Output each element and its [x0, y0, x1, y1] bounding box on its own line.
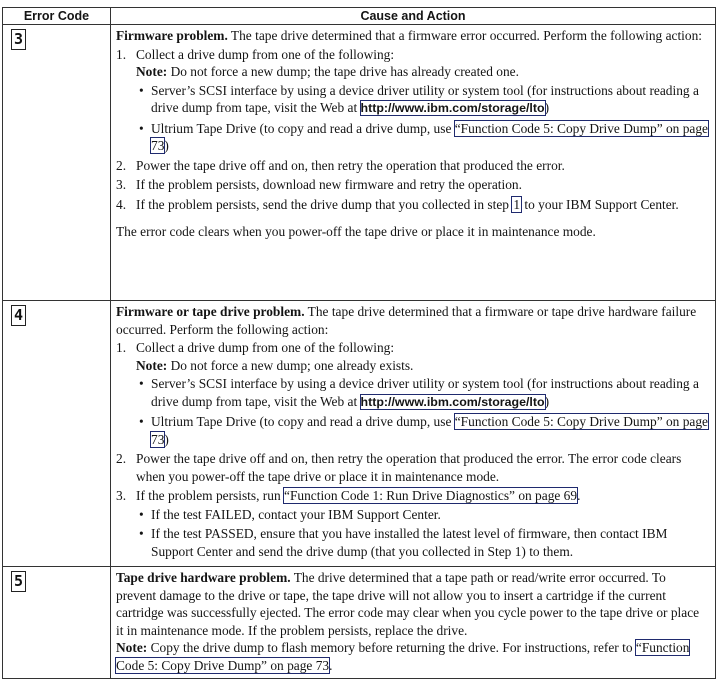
step-number: 1.	[116, 340, 127, 355]
step-number: 2.	[116, 451, 127, 466]
step-text: Collect a drive dump from one of the following:	[136, 340, 395, 355]
table-row	[3, 25, 716, 301]
column-header-error-code: Error Code	[3, 8, 111, 25]
list-item	[136, 375, 709, 411]
problem-description	[116, 569, 709, 639]
step-number: 3.	[116, 488, 127, 503]
column-header-cause-action: Cause and Action	[111, 8, 716, 25]
cause-action-cell	[111, 567, 716, 679]
step-number: 3.	[116, 177, 127, 192]
step-text: If the problem persists, send the drive dump that you collected in step	[136, 196, 513, 212]
bullet-tail: )	[544, 100, 550, 115]
seven-segment-code-icon: 5	[11, 571, 26, 592]
note-label: Note:	[136, 357, 168, 373]
step-item	[116, 339, 709, 448]
error-code-cell	[3, 567, 111, 679]
step-text: If the problem persists, download new firmware and retry the operation.	[136, 177, 522, 192]
seven-segment-code-icon: 3	[11, 29, 26, 50]
step-text: Power the tape drive off and on, then retry the operation that produced the error. The error code clears when you power-off the tape drive or place it in maintenance mode.	[136, 451, 682, 484]
step-item	[116, 46, 709, 155]
table-header-row	[3, 8, 716, 25]
step-note	[136, 357, 709, 375]
step-item	[116, 450, 709, 485]
step-1-link[interactable]: 1	[513, 196, 521, 212]
problem-text: The tape drive determined that a firmware error occurred. Perform the following action:	[227, 28, 703, 43]
list-item	[136, 413, 709, 448]
list-item: • If the test FAILED, contact your IBM Support Center.	[136, 506, 709, 524]
step-number: 4.	[116, 196, 127, 212]
step-item	[116, 176, 709, 194]
row-note	[116, 639, 709, 674]
note-text: Do not force a new dump; one already exists.	[167, 357, 414, 373]
error-code-cell	[3, 25, 111, 301]
function-code-5-link[interactable]: “Function Code 5: Copy Drive Dump” on page 73	[116, 640, 690, 673]
problem-title: Firmware problem.	[116, 28, 228, 43]
step-text: If the problem persists, run	[136, 488, 285, 503]
problem-description	[116, 27, 709, 45]
list-item: • If the test PASSED, ensure that you have installed the latest level of firmware, then contact IBM Support Center and send the drive dump (that you collected in Step 1) to them.	[136, 525, 709, 560]
step-note	[136, 63, 709, 81]
ibm-lto-web-link[interactable]: http://www.ibm.com/storage/lto	[360, 394, 545, 409]
step-text-tail: to your IBM Support Center.	[521, 196, 679, 212]
list-item	[136, 120, 709, 155]
step-text: Power the tape drive off and on, then retry the operation that produced the error.	[136, 157, 565, 173]
note-text: Do not force a new dump; the tape drive has already created one.	[167, 64, 519, 79]
step-item	[116, 157, 709, 175]
step-text: Collect a drive dump from one of the following:	[136, 46, 395, 62]
bullet-text: Server’s SCSI interface by using a device driver utility or system tool (for instructions about reading a drive dump from tape, visit the Web at	[151, 376, 699, 409]
error-code-cell	[3, 301, 111, 567]
note-tail: .	[329, 657, 333, 673]
bullet-tail: )	[164, 431, 169, 447]
cause-action-cell	[111, 301, 716, 567]
table-row	[3, 567, 716, 679]
step-number: 1.	[116, 46, 127, 62]
bullet-tail: )	[164, 138, 169, 153]
step-number: 2.	[116, 157, 127, 173]
action-steps	[116, 46, 709, 214]
bullet-text: Ultrium Tape Drive (to copy and read a drive dump, use	[151, 414, 455, 429]
problem-title: Tape drive hardware problem.	[116, 570, 291, 585]
list-item	[136, 82, 709, 118]
note-label: Note:	[136, 64, 168, 79]
problem-text: The drive determined that a tape path or read/write error occurred. To prevent damage to the drive or tape, the tape drive will not allow you to insert a cartridge if the current cartridge was successfully ejected. The error code may clear when you cycle power to the tape drive or place it in maintenance mode. If the problem persists, replace the drive.	[116, 570, 700, 638]
step-text-tail: .	[577, 488, 581, 503]
bullet-tail: )	[544, 393, 550, 409]
step-item	[116, 487, 709, 560]
note-text: Copy the drive dump to flash memory before returning the drive. For instructions, refer to	[147, 640, 636, 655]
error-code-table	[2, 7, 716, 679]
bullet-text: Ultrium Tape Drive (to copy and read a drive dump, use	[151, 120, 455, 136]
closing-text: The error code clears when you power-off the tape drive or place it in maintenance mode.	[116, 224, 596, 239]
seven-segment-code-icon: 4	[11, 305, 26, 326]
function-code-1-link[interactable]: “Function Code 1: Run Drive Diagnostics” on page 69	[284, 488, 578, 503]
dump-source-list	[136, 375, 709, 448]
action-steps	[116, 339, 709, 560]
problem-title: Firmware or tape drive problem.	[116, 304, 305, 319]
note-label: Note:	[116, 640, 148, 655]
function-code-5-link[interactable]: “Function Code 5: Copy Drive Dump” on page 73	[151, 120, 708, 153]
problem-text: The tape drive determined that a firmware or tape drive hardware failure occurred. Perform the following action:	[116, 304, 697, 337]
test-result-list	[136, 506, 709, 561]
problem-description	[116, 303, 709, 338]
cause-action-cell	[111, 25, 716, 301]
ibm-lto-web-link[interactable]: http://www.ibm.com/storage/lto	[360, 101, 545, 115]
step-item	[116, 196, 709, 214]
function-code-5-link[interactable]: “Function Code 5: Copy Drive Dump” on page 73	[151, 414, 708, 447]
dump-source-list	[136, 82, 709, 155]
bullet-text: Server’s SCSI interface by using a device driver utility or system tool (for instructions about reading a drive dump from tape, visit the Web at	[151, 82, 699, 115]
table-row	[3, 301, 716, 567]
